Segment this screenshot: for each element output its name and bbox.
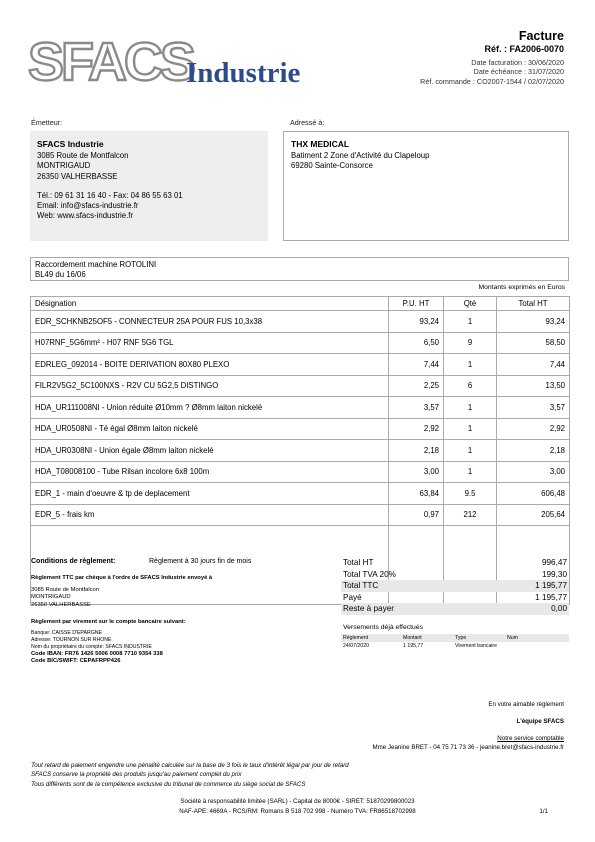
footer-registration-info: NAF-APE: 4669A - RCS/RM: Romans B 518 702 998 - Numéro TVA: FR86518702998 (179, 808, 416, 815)
payments-column-header: Num (507, 635, 518, 641)
total-label: Total TVA 20% (343, 569, 396, 579)
payment-conditions-value: Règlement à 30 jours fin de mois (149, 558, 252, 565)
totals-block (341, 557, 569, 615)
page-number: 1/1 (539, 808, 548, 815)
cell-designation: EDRLEG_092014 - BOITE DERIVATION 80X80 PLEXO (31, 354, 389, 376)
total-value: 1 195,77 (535, 581, 567, 590)
total-value: 1 195,77 (535, 592, 567, 602)
cell-unit-price: 3,00 (389, 461, 444, 483)
cell-total: 606,48 (497, 483, 570, 505)
cell-quantity: 9.5 (444, 483, 497, 505)
payments-header-row (341, 634, 569, 642)
total-row (341, 569, 569, 581)
signature-contact: Mme Jeanine BRET - 04 75 71 73 36 - jeanine.bret@sfacs-industrie.fr (372, 744, 564, 751)
cell-designation: HDA_T08008100 - Tube Rilsan incolore 6x8 100m (31, 461, 389, 483)
payment-cell: 1 195,77 (403, 643, 424, 649)
cell-quantity: 1 (444, 461, 497, 483)
cell-quantity: 1 (444, 440, 497, 462)
cell-quantity: 1 (444, 418, 497, 440)
cell-quantity: 9 (444, 332, 497, 354)
addressee-address-line: Batiment 2 Zone d'Activité du Clapeloup (291, 151, 430, 160)
cell-designation: EDR_5 - frais km (31, 504, 389, 526)
payment-conditions (31, 558, 251, 565)
cell-total: 205,64 (497, 504, 570, 526)
payments-column-header: Règlement (343, 635, 369, 641)
cell-unit-price: 6,50 (389, 332, 444, 354)
column-header-designation: Désignation (31, 297, 389, 311)
invoice-reference: Réf. : FA2006-0070 (484, 44, 564, 54)
issuer-address-line: 3085 Route de Montfalcon (37, 151, 129, 160)
cell-unit-price: 7,44 (389, 354, 444, 376)
footer-company-info: Société à responsabilité limitée (SARL) - Capital de 8000€ - SIRET: 51870299800023 (180, 798, 415, 805)
cell-designation: FILR2V5G2_5C100NXS - R2V CU 5G2,5 DISTINGO (31, 375, 389, 397)
table-row (31, 483, 570, 505)
payments-table (341, 634, 569, 650)
total-row (341, 592, 569, 604)
payment-row (341, 642, 569, 650)
cell-quantity: 1 (444, 311, 497, 333)
addressee-box (283, 131, 569, 241)
cell-unit-price: 3,57 (389, 397, 444, 419)
table-row (31, 311, 570, 333)
svg-text:SFACS: SFACS (28, 34, 194, 90)
bank-transfer-title: Règlement par virement sur le compte bancaire suivant: (31, 619, 186, 625)
cell-quantity: 212 (444, 504, 497, 526)
invoice-date: Date facturation : 30/06/2020 (471, 58, 564, 67)
bank-account-owner: Nom du propriétaire du compte: SFACS INDUSTRIE (31, 644, 152, 650)
cheque-address-line: MONTRIGAUD (31, 594, 71, 601)
issuer-phone: Tél.: 09 61 31 16 40 - Fax: 04 86 55 63 01 (37, 190, 183, 200)
total-label: Payé (343, 592, 362, 602)
table-row (31, 418, 570, 440)
cell-quantity: 1 (444, 354, 497, 376)
company-logo (28, 34, 318, 90)
cheque-instructions-title: Règlement TTC par chèque à l'ordre de SFACS Industrie envoyé à (31, 575, 213, 581)
cell-unit-price: 93,24 (389, 311, 444, 333)
cell-unit-price: 0,97 (389, 504, 444, 526)
payments-column-header: Type (455, 635, 467, 641)
column-header-total: Total HT (497, 297, 570, 311)
column-header-quantity: Qté (444, 297, 497, 311)
total-value: 0,00 (551, 604, 567, 613)
legal-notes (31, 761, 349, 789)
table-row (31, 332, 570, 354)
table-row (31, 375, 570, 397)
cell-total: 93,24 (497, 311, 570, 333)
comment-line: BL49 du 16/06 (35, 270, 86, 279)
cheque-address-line: 26350 VALHERBASSE (31, 601, 91, 608)
payment-cell: 24/07/2020 (343, 643, 369, 649)
page-footer (0, 797, 595, 817)
table-row (31, 504, 570, 526)
column-header-unit-price: P.U. HT (389, 297, 444, 311)
cell-quantity: 1 (444, 397, 497, 419)
table-row (31, 397, 570, 419)
svg-text:Industrie: Industrie (186, 57, 301, 89)
total-label: Total TTC (343, 581, 379, 590)
total-label: Total HT (343, 558, 374, 567)
issuer-box (30, 131, 268, 241)
cell-unit-price: 63,84 (389, 483, 444, 505)
cell-unit-price: 2,25 (389, 375, 444, 397)
total-value: 996,47 (541, 558, 567, 567)
closing-regards: En votre aimable règlement (488, 701, 564, 708)
addressee-address-line: 69280 Sainte-Consorce (291, 161, 373, 171)
table-row (31, 440, 570, 462)
invoice-title: Facture (518, 29, 564, 43)
bank-details (31, 630, 163, 666)
issuer-email: Email: info@sfacs-industrie.fr (37, 201, 139, 211)
table-row (31, 354, 570, 376)
currency-note: Montants exprimés en Euros (478, 284, 565, 291)
issuer-address-line: MONTRIGAUD (37, 161, 91, 171)
bank-name: Banque: CAISSE D'EPARGNE (31, 630, 102, 636)
signature-service: Notre service comptable (497, 735, 564, 742)
cell-total: 2,18 (497, 440, 570, 462)
cell-total: 2,92 (497, 418, 570, 440)
table-row (31, 461, 570, 483)
payment-cell: Virement bancaire (455, 643, 498, 649)
cell-designation: EDR_1 - main d'oeuvre & tp de deplacement (31, 483, 389, 505)
invoice-comment (30, 257, 569, 281)
bank-bic: Code BIC/SWIFT: CEPAFRPP426 (31, 658, 121, 665)
total-row (341, 603, 569, 615)
cheque-address-line: 3085 Route de Montfalcon (31, 587, 100, 593)
total-label: Reste à payer (343, 604, 394, 613)
order-reference: Réf. commande : CO2007-1544 / 02/07/2020 (420, 77, 564, 86)
cell-quantity: 6 (444, 375, 497, 397)
cell-designation: H07RNF_5G6mm² - H07 RNF 5G6 TGL (31, 332, 389, 354)
addressee-label: Adressé à: (290, 118, 325, 127)
comment-line: Raccordement machine ROTOLINI (35, 260, 157, 269)
payment-cell (507, 642, 547, 650)
due-date: Date échéance : 31/07/2020 (473, 67, 564, 76)
bank-address: Adresse: TOURNON SUR RHONE (31, 637, 112, 643)
cell-unit-price: 2,18 (389, 440, 444, 462)
issuer-website: Web: www.sfacs-industrie.fr (37, 211, 134, 221)
addressee-name: THX MEDICAL (291, 139, 350, 149)
legal-line: SFACS conserve la propriété des produits jusqu'au paiement complet du prix (31, 771, 242, 779)
cell-total: 58,50 (497, 332, 570, 354)
table-header-row (31, 297, 570, 311)
legal-line: Tous différents sont de la compétence exclusive du tribunal de commerce du siège social de SFACS (31, 780, 306, 788)
total-row (341, 580, 569, 592)
payment-conditions-label: Conditions de règlement: (31, 558, 116, 565)
payments-column-header: Montant (403, 635, 422, 641)
bank-iban: Code IBAN: FR76 1426 5006 0008 7710 9354 338 (31, 651, 163, 657)
cell-total: 3,57 (497, 397, 570, 419)
issuer-label: Émetteur: (31, 118, 63, 127)
payments-title: Versements déjà effectués (343, 624, 423, 631)
cell-unit-price: 2,92 (389, 418, 444, 440)
cell-total: 7,44 (497, 354, 570, 376)
cell-total: 3,00 (497, 461, 570, 483)
total-value: 199,30 (541, 569, 567, 579)
total-row (341, 557, 569, 569)
cell-designation: HDA_UR111008NI - Union réduite Ø10mm ? Ø8mm laiton nickelé (31, 397, 389, 419)
signature-team: L'équipe SFACS (516, 718, 564, 725)
issuer-address-line: 26350 VALHERBASSE (37, 171, 118, 181)
cheque-address (31, 587, 99, 609)
legal-line: Tout retard de paiement engendre une pénalité calculée sur la base de 3 fois le taux d'intérêt légal par jour de retard (31, 762, 349, 769)
cell-designation: HDA_UR0308NI - Union égale Ø8mm laiton nickelé (31, 440, 389, 462)
cell-total: 13,50 (497, 375, 570, 397)
cell-designation: HDA_UR0508NI - Té égal Ø8mm laiton nickelé (31, 418, 389, 440)
issuer-name: SFACS Industrie (37, 139, 104, 149)
cell-designation: EDR_SCHKNB25OF5 - CONNECTEUR 25A POUR FUS 10,3x38 (31, 311, 389, 333)
